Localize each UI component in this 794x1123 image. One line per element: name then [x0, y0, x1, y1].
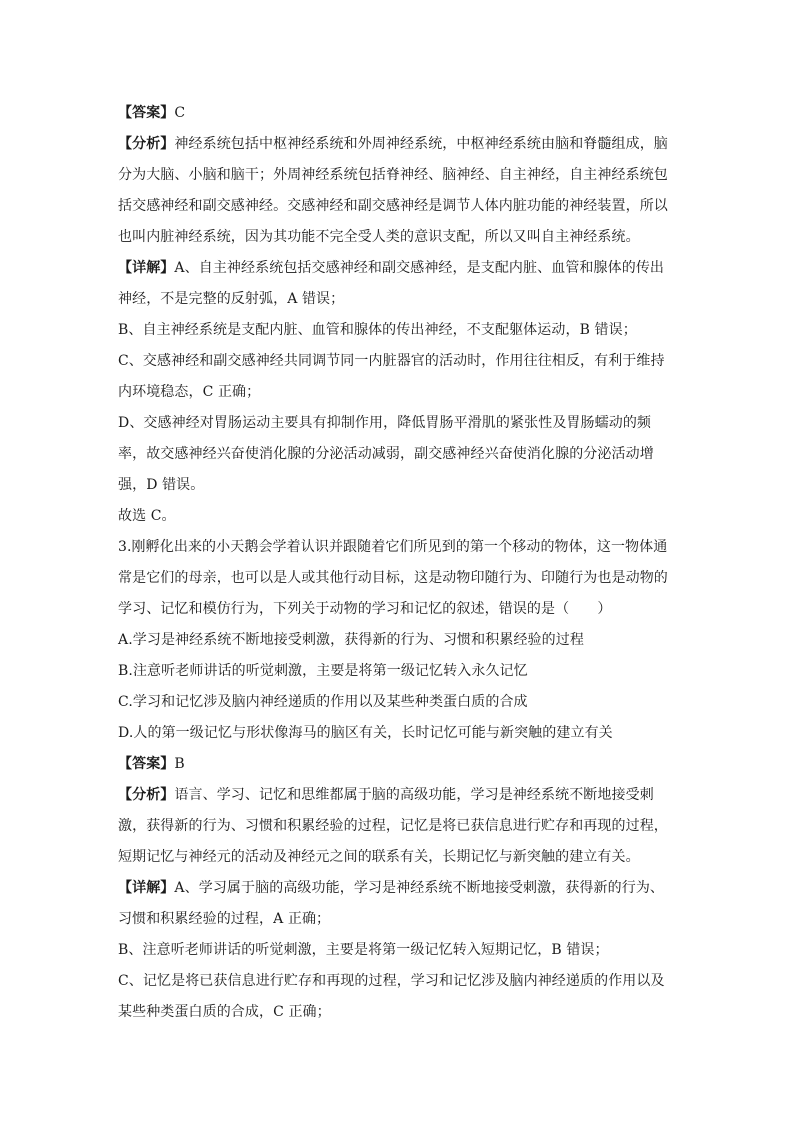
analysis-text: 激，获得新的行为、习惯和积累经验的过程，记忆是将已获信息进行贮存和再现的过程，: [118, 818, 668, 834]
detail-text: A、学习属于脑的高级功能，学习是神经系统不断地接受刺激，获得新的行为、: [174, 880, 665, 896]
analysis-text: 分为大脑、小脑和脑干；外周神经系统包括脊神经、脑神经、自主神经，自主神经系统包: [118, 167, 668, 183]
answer-tag: 【答案】: [118, 756, 175, 772]
question-stem: 常是它们的母亲，也可以是人或其他行动目标，这是动物印随行为、印随行为也是动物的: [118, 570, 668, 586]
detail-tag: 【详解】: [118, 880, 175, 896]
answer-value: B: [174, 756, 185, 772]
detail-text: 神经，不是完整的反射弧，A 错误；: [118, 291, 345, 307]
detail-text: D、交感神经对胃肠运动主要具有抑制作用，降低胃肠平滑肌的紧张性及胃肠蠕动的频: [118, 415, 652, 431]
analysis-text: 括交感神经和副交感神经。交感神经和副交感神经是调节人体内脏功能的神经装置，所以: [118, 198, 668, 214]
detail-text: B、自主神经系统是支配内脏、血管和腺体的传出神经，不支配躯体运动，B 错误；: [118, 322, 637, 338]
detail-text: 率，故交感神经兴奋使消化腺的分泌活动减弱，副交感神经兴奋使消化腺的分泌活动增: [118, 446, 654, 462]
option-c: C.学习和记忆涉及脑内神经递质的作用以及某些种类蛋白质的合成: [118, 694, 528, 710]
answer-line: [118, 755, 678, 773]
option-b: B.注意听老师讲话的听觉刺激，主要是将第一级记忆转入永久记忆: [118, 663, 528, 679]
detail-text: 内环境稳态，C 正确；: [118, 384, 261, 400]
detail-text: 某些种类蛋白质的合成，C 正确；: [118, 1004, 331, 1020]
analysis-text: 语言、学习、记忆和思维都属于脑的高级功能，学习是神经系统不断地接受刺: [174, 787, 654, 803]
detail-text: 强，D 错误。: [118, 477, 205, 493]
detail-text: B、注意听老师讲话的听觉刺激，主要是将第一级记忆转入短期记忆，B 错误；: [118, 942, 609, 958]
option-d: D.人的第一级记忆与形状像海马的脑区有关，长时记忆可能与新突触的建立有关: [118, 725, 613, 741]
analysis-line: [118, 786, 678, 804]
question-stem: 学习、记忆和模仿行为，下列关于动物的学习和记忆的叙述，错误的是（ ）: [118, 601, 612, 617]
analysis-text: 短期记忆与神经元的活动及神经元之间的联系有关，长期记忆与新突触的建立有关。: [118, 849, 640, 865]
answer-line: [118, 104, 678, 122]
analysis-tag: 【分析】: [118, 136, 175, 152]
detail-tag: 【详解】: [118, 260, 175, 276]
analysis-text: 也叫内脏神经系统，因为其功能不完全受人类的意识支配，所以又叫自主神经系统。: [118, 229, 640, 245]
detail-line: [118, 879, 678, 897]
answer-tag: 【答案】: [118, 105, 175, 121]
question-stem: 3.刚孵化出来的小天鹅会学着认识并跟随着它们所见到的第一个移动的物体，这一物体通: [118, 539, 668, 555]
detail-text: C、交感神经和副交感神经共同调节同一内脏器官的活动时，作用往往相反，有利于维持: [118, 353, 665, 369]
detail-line: [118, 259, 678, 277]
detail-text: C、记忆是将已获信息进行贮存和再现的过程，学习和记忆涉及脑内神经递质的作用以及: [118, 973, 665, 989]
analysis-tag: 【分析】: [118, 787, 175, 803]
answer-value: C: [174, 105, 186, 121]
analysis-line: [118, 135, 678, 153]
option-a: A.学习是神经系统不断地接受刺激，获得新的行为、习惯和积累经验的过程: [118, 632, 584, 648]
conclusion-text: 故选 C。: [118, 508, 176, 524]
detail-text: 习惯和积累经验的过程，A 正确；: [118, 911, 331, 927]
detail-text: A、自主神经系统包括交感神经和副交感神经，是支配内脏、血管和腺体的传出: [174, 260, 665, 276]
analysis-text: 神经系统包括中枢神经系统和外周神经系统，中枢神经系统由脑和脊髓组成，脑: [174, 136, 668, 152]
